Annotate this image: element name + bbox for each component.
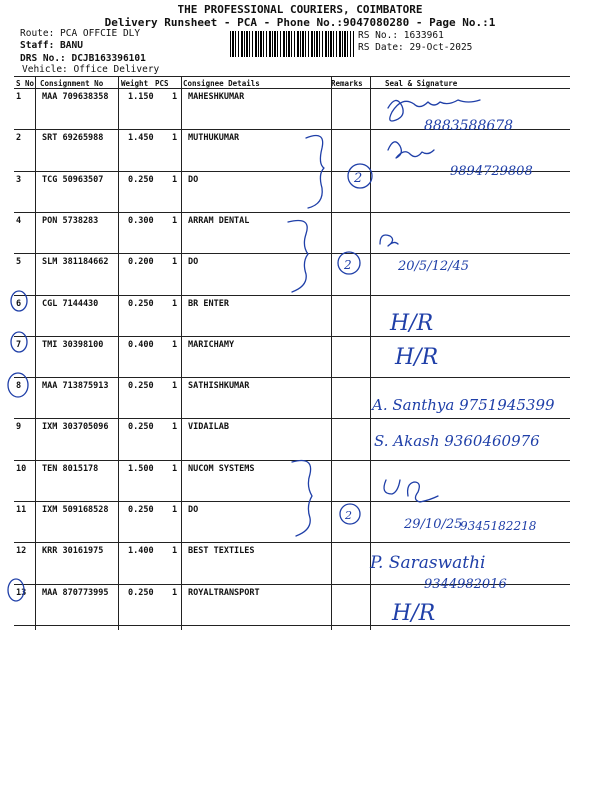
cell-sno: 11 (16, 505, 27, 515)
bracket-rows-4-5 (288, 221, 308, 293)
cell-pcs: 1 (172, 175, 178, 185)
cell-sno: 8 (16, 381, 22, 391)
cell-weight: 0.400 (128, 340, 154, 350)
col-header-sno: S No (16, 79, 35, 88)
runsheet-subtitle: Delivery Runsheet - PCA - Phone No.:9047080280 - Page No.:1 (104, 16, 496, 29)
cell-pcs: 1 (172, 546, 178, 556)
cell-consignee: MAHESHKUMAR (188, 92, 245, 102)
cell-consignment: CGL 7144430 (42, 299, 99, 309)
cell-pcs: 1 (172, 92, 178, 102)
remark-number-3: 2 (345, 509, 352, 522)
row5-date: 20/5/12/45 (398, 259, 470, 274)
cell-pcs: 1 (172, 299, 178, 309)
cell-pcs: 1 (172, 422, 178, 432)
circled-sno-7 (11, 332, 27, 352)
signature-row10 (384, 480, 438, 502)
row8-signature: A. Santhya 9751945399 (372, 396, 555, 414)
row2-phone: 9894729808 (450, 164, 533, 179)
circled-sno-8 (8, 373, 28, 397)
cell-consignee: ROYALTRANSPORT (188, 588, 260, 598)
circled-sno-6 (11, 291, 27, 311)
bracket-rows-10-11 (292, 461, 312, 537)
row11-phone: 9345182218 (460, 519, 537, 533)
row12-phone: 9344982016 (424, 577, 507, 592)
cell-weight: 1.150 (128, 92, 154, 102)
row11-date: 29/10/25 (404, 517, 463, 532)
company-name: THE PROFESSIONAL COURIERS, COIMBATORE (177, 3, 423, 16)
row12-signature: P. Saraswathi (370, 553, 486, 573)
cell-weight: 0.250 (128, 299, 154, 309)
cell-sno: 2 (16, 133, 22, 143)
cell-consignment: SRT 69265988 (42, 133, 104, 143)
cell-sno: 1 (16, 92, 22, 102)
signature-row2 (388, 142, 434, 158)
route-label: Route: PCA OFFCIE DLY (20, 28, 141, 39)
cell-consignee: MARICHAMY (188, 340, 235, 350)
cell-sno: 10 (16, 464, 27, 474)
col-header-consignment: Consignment No (40, 79, 104, 88)
signature-row4 (380, 235, 398, 246)
remark-number-2: 2 (344, 258, 352, 272)
cell-consignee: DO (188, 505, 199, 515)
cell-pcs: 1 (172, 257, 178, 267)
drs-number: DRS No.: DCJB163396101 (20, 53, 146, 64)
cell-consignment: TCG 50963507 (42, 175, 104, 185)
cell-consignee: DO (188, 175, 199, 185)
cell-pcs: 1 (172, 340, 178, 350)
cell-weight: 1.450 (128, 133, 154, 143)
col-header-weight: Weight (121, 79, 149, 88)
row9-signature: S. Akash 9360460976 (374, 432, 540, 450)
col-header-seal: Seal & Signature (385, 79, 458, 88)
cell-weight: 0.250 (128, 381, 154, 391)
row1-phone: 8883588678 (424, 118, 514, 134)
cell-sno: 6 (16, 299, 22, 309)
rs-date: RS Date: 29-Oct-2025 (358, 42, 473, 53)
bracket-rows-2-3 (306, 136, 324, 208)
cell-weight: 1.400 (128, 546, 154, 556)
cell-consignee: BR ENTER (188, 299, 229, 309)
staff-label: Staff: BANU (20, 40, 83, 51)
row13-mark: H/R (392, 601, 436, 626)
row6-mark: H/R (390, 311, 434, 336)
cell-consignee: NUCOM SYSTEMS (188, 464, 255, 474)
cell-weight: 0.300 (128, 216, 154, 226)
cell-consignment: IXM 303705096 (42, 422, 109, 432)
cell-sno: 13 (16, 588, 27, 598)
cell-weight: 0.200 (128, 257, 154, 267)
cell-consignment: KRR 30161975 (42, 546, 104, 556)
cell-consignment: MAA 713875913 (42, 381, 109, 391)
cell-weight: 0.250 (128, 422, 154, 432)
circled-sno-13 (8, 579, 27, 601)
vehicle-label: Vehicle: Office Delivery (22, 64, 160, 75)
rs-number: RS No.: 1633961 (358, 30, 444, 41)
cell-consignment: MAA 870773995 (42, 588, 109, 598)
col-header-consignee: Consignee Details (183, 79, 260, 88)
cell-consignee: BEST TEXTILES (188, 546, 255, 556)
cell-weight: 0.250 (128, 175, 154, 185)
remark-number-1: 2 (354, 171, 363, 186)
cell-consignment: MAA 709638358 (42, 92, 109, 102)
cell-consignment: IXM 509168528 (42, 505, 109, 515)
cell-weight: 0.250 (128, 505, 154, 515)
cell-sno: 12 (16, 546, 27, 556)
cell-pcs: 1 (172, 464, 178, 474)
cell-sno: 4 (16, 216, 22, 226)
cell-pcs: 1 (172, 133, 178, 143)
row7-mark: H/R (395, 345, 439, 370)
cell-weight: 0.250 (128, 588, 154, 598)
cell-sno: 7 (16, 340, 22, 350)
cell-consignee: VIDAILAB (188, 422, 229, 432)
cell-consignee: ARRAM DENTAL (188, 216, 250, 226)
cell-pcs: 1 (172, 216, 178, 226)
cell-consignment: SLM 381184662 (42, 257, 109, 267)
cell-sno: 3 (16, 175, 22, 185)
col-header-pcs: PCS (155, 79, 169, 88)
cell-consignment: PON 5738283 (42, 216, 99, 226)
cell-weight: 1.500 (128, 464, 154, 474)
cell-consignee: DO (188, 257, 199, 267)
cell-pcs: 1 (172, 381, 178, 391)
cell-consignee: MUTHUKUMAR (188, 133, 240, 143)
cell-consignee: SATHISHKUMAR (188, 381, 250, 391)
cell-pcs: 1 (172, 505, 178, 515)
cell-sno: 9 (16, 422, 22, 432)
cell-consignment: TEN 8015178 (42, 464, 99, 474)
cell-pcs: 1 (172, 588, 178, 598)
col-header-remarks: Remarks (331, 79, 363, 88)
cell-sno: 5 (16, 257, 22, 267)
cell-consignment: TMI 30398100 (42, 340, 104, 350)
